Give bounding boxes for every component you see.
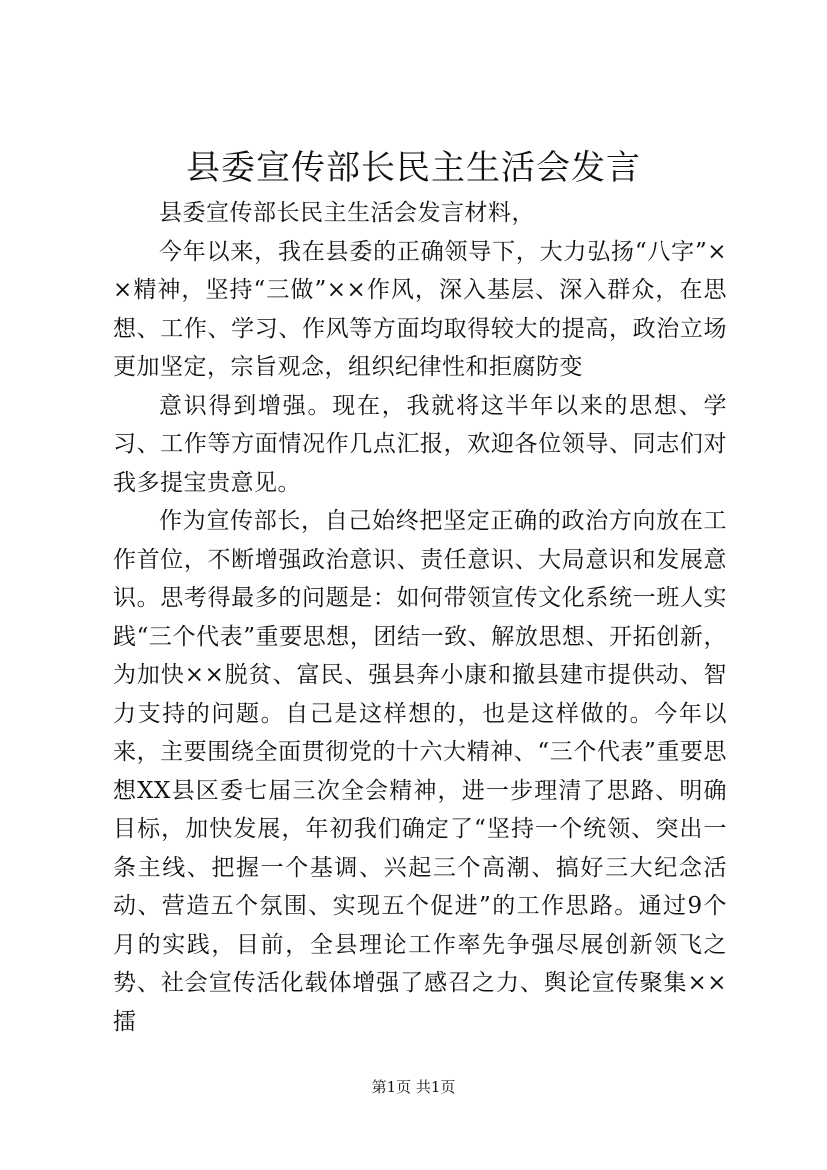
paragraph-salutation: 县委宣传部长民主生活会发言材料， [159, 200, 535, 226]
paragraph-work: 作为宣传部长，自己始终把坚定正确的政治方向放在工作首位，不断增强政治意识、责任意识、大局意识和发展意识。思考得最多的问题是：如何带领宣传文化系统一班人实践“三个代表”重要思想，团结一致、解放思想、开拓创新，为加快××脱贫、富民、强县奔小康和撤县建市提供动、智力支持的问题。自己是这样想的，也是这样做的。今年以来，主要围绕全面贯彻党的十六大精神、“三个代表”重要思想XX县区委七届三次全会精神，进一步理清了思路、明确目标，加快发展，年初我们确定了“坚持一个统领、突出一条主线、把握一个基调、兴起三个高潮、搞好三大纪念活动、营造五个氛围、实现五个促进”的工作思路。通过9个月的实践，目前，全县理论工作率先争强尽展创新领飞之势、社会宣传活化载体增强了感召之力、舆论宣传聚集××擂 [113, 508, 727, 1035]
paragraph-intro: 今年以来，我在县委的正确领导下，大力弘扬“八字”××精神，坚持“三做”××作风，深入基层、深入群众，在思想、工作、学习、作风等方面均取得较大的提高，政治立场更加坚定，宗旨观念，组织纪律性和拒腐防变 [113, 238, 727, 380]
document-title: 县委宣传部长民主生活会发言 [186, 148, 641, 188]
paragraph-report: 意识得到增强。现在，我就将这半年以来的思想、学习、工作等方面情况作几点汇报，欢迎各位领导、同志们对我多提宝贵意见。 [113, 392, 727, 496]
page-number-footer: 第1页 共1页 [371, 1078, 456, 1096]
document-body [113, 194, 727, 1041]
